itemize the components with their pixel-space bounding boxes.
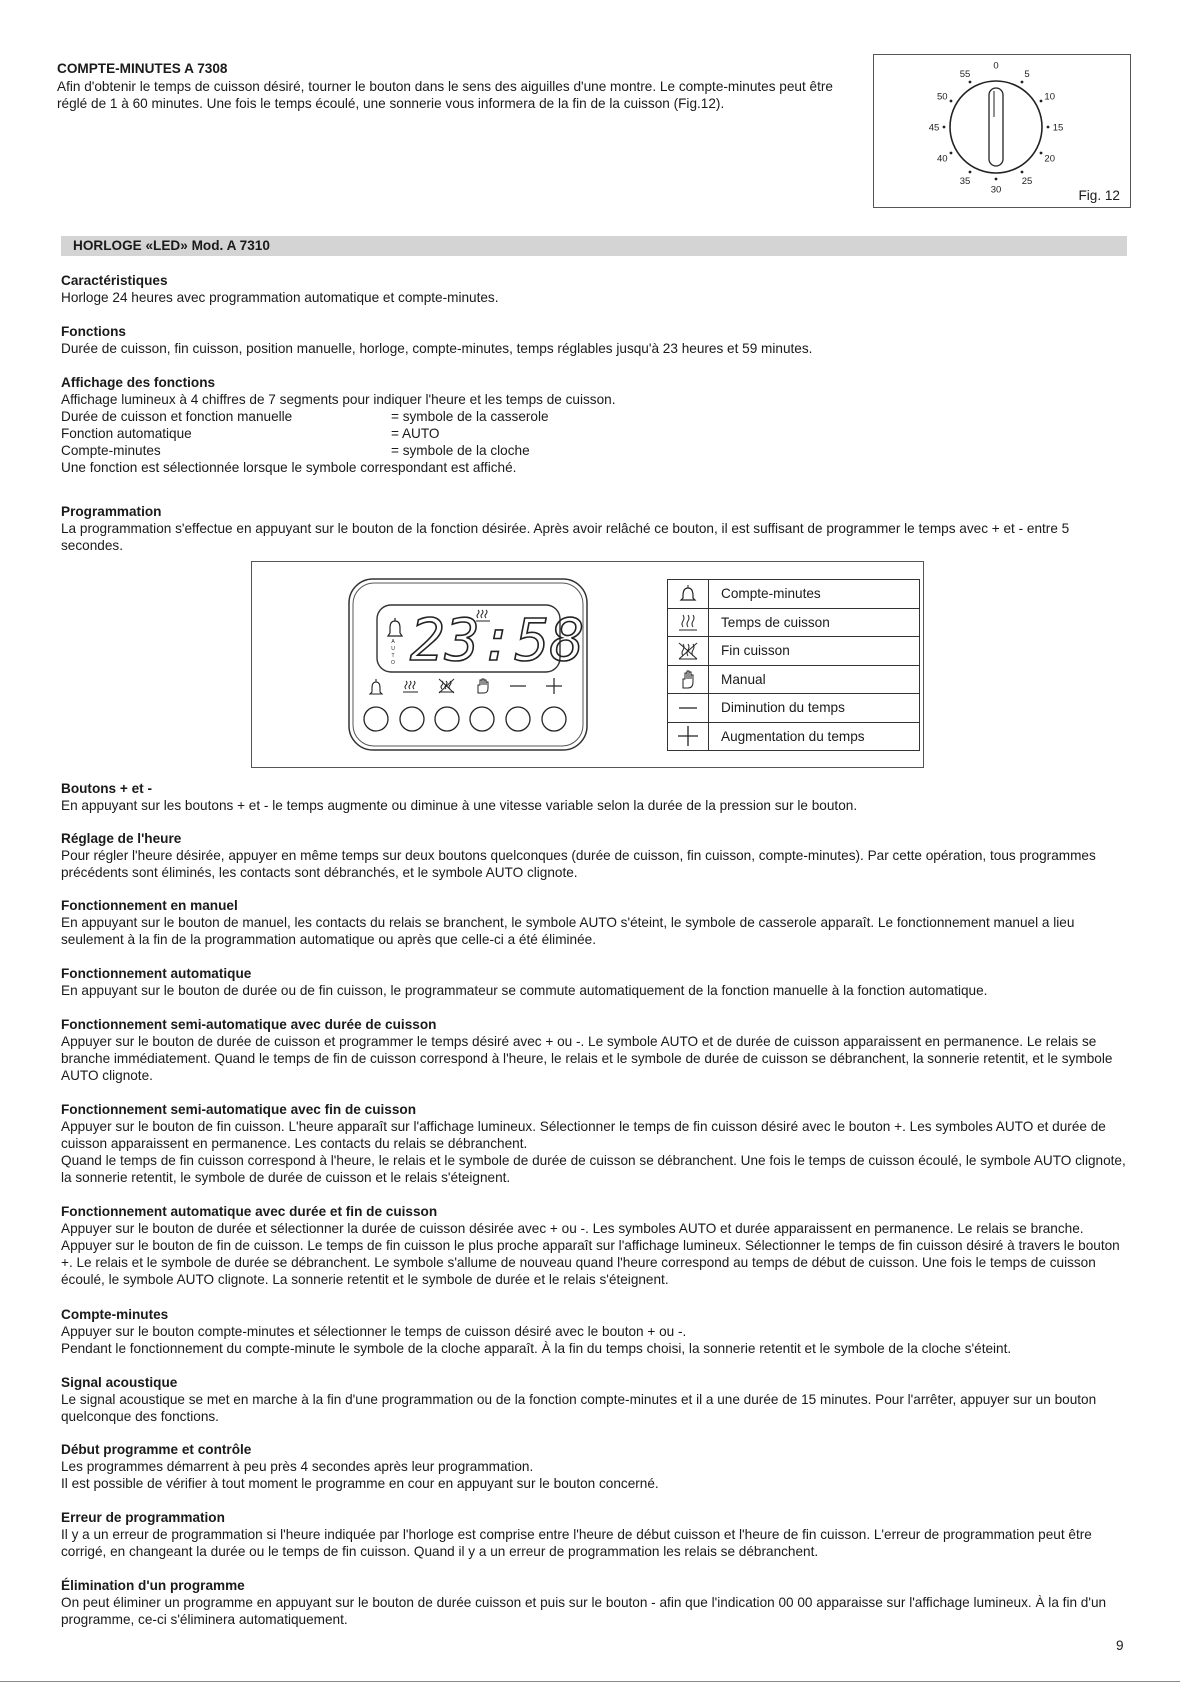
affichage-row — [61, 408, 1127, 425]
end-cooking-icon — [439, 679, 454, 693]
plus-button[interactable] — [542, 707, 566, 731]
legend-row — [668, 580, 919, 609]
programmation-section — [61, 503, 1127, 554]
auto-letter: U — [391, 646, 395, 652]
fonctions-section — [61, 323, 1127, 357]
minus-button[interactable] — [506, 707, 530, 731]
dial-tick — [1021, 171, 1024, 174]
affichage-row-value: = symbole de la casserole — [391, 409, 549, 424]
legend-row — [668, 609, 919, 638]
affichage-section — [61, 374, 1127, 476]
compte-section — [61, 1306, 1127, 1357]
affichage-row-value: = symbole de la cloche — [391, 443, 530, 458]
elimination-section — [61, 1577, 1127, 1628]
auto-duree-fin-text: Appuyer sur le bouton de durée et sélectionner la durée de cuisson désirée avec + ou -. Les symboles AUTO et durée apparaissent en permanence. Le relais se branche. Appuyer sur le bouton de fin de cuisson. Le temps de fin cuisson le plus proche apparaît sur l'affichage lumineux. Sélectionner le temps de fin cuisson désiré à travers le bouton +. Le relais et le symbole de durée se débranchent. Le symbole s'allume de nouveau quand l'heure correspond au temps de début de cuisson. Une fois le temps de cuisson écoulé, le symbole AUTO clignote. La sonnerie retentit et le symbole de durée et le relais s'éteignent. — [61, 1221, 1120, 1287]
auto-letter: O — [391, 660, 395, 666]
dial-number: 25 — [1021, 176, 1033, 188]
clock-section-bar — [61, 236, 1127, 256]
debut-title: Début programme et contrôle — [61, 1442, 252, 1457]
affichage-row — [61, 442, 1127, 459]
auto-letters — [391, 639, 395, 666]
legend-label: Temps de cuisson — [721, 614, 830, 630]
fig12-label: Fig. 12 — [1078, 188, 1120, 203]
fig12-dial-figure — [873, 54, 1131, 208]
boutons-title: Boutons + et - — [61, 781, 153, 796]
auto-duree-fin-title: Fonctionnement automatique avec durée et fin de cuisson — [61, 1204, 438, 1219]
bell-icon — [668, 580, 709, 608]
signal-section — [61, 1374, 1127, 1425]
caracteristiques-text: Horloge 24 heures avec programmation automatique et compte-minutes. — [61, 290, 499, 305]
timer-dial-drawing — [874, 55, 1130, 207]
manuel-title: Fonctionnement en manuel — [61, 898, 238, 913]
reglage-title: Réglage de l'heure — [61, 831, 182, 846]
dial-number: 45 — [928, 122, 940, 134]
dial-tick — [1040, 152, 1043, 155]
erreur-text: Il y a un erreur de programmation si l'heure indiquée par l'horloge est comprise entre l'heure de début cuisson et l'heure de fin cuisson. L'erreur de programmation peut être corrigé, en changeant la durée ou le temps de fin cuisson. Quand il y a un erreur de programmation les relais se débranchent. — [61, 1527, 1092, 1559]
dial-tick — [995, 178, 998, 181]
auto-duree-fin-section — [61, 1203, 1127, 1288]
elimination-title: Élimination d'un programme — [61, 1578, 245, 1593]
timer-text: Afin d'obtenir le temps de cuisson désiré, tourner le bouton dans le sens des aiguilles d'une montre. Le compte-minutes peut être réglé de 1 à 60 minutes. Une fois le temps écoulé, une sonnerie vous informera de la fin de la cuisson (Fig.12). — [57, 78, 833, 111]
affichage-title: Affichage des fonctions — [61, 375, 216, 390]
panel-legend-table — [667, 579, 920, 751]
dial-number: 20 — [1044, 153, 1055, 165]
dial-tick — [969, 81, 972, 84]
compte-text-2: Pendant le fonctionnement du compte-minute le symbole de la cloche apparaît. À la fin du temps choisi, la sonnerie retentit et le symbole de la cloche s'éteint. — [61, 1341, 1012, 1356]
affichage-outro: Une fonction est sélectionnée lorsque le symbole correspondant est affiché. — [61, 460, 517, 475]
legend-label: Diminution du temps — [721, 700, 845, 716]
manuel-section — [61, 897, 1127, 948]
affichage-row-label: Compte-minutes — [61, 443, 161, 458]
bell-icon — [388, 618, 402, 636]
affichage-row-label: Fonction automatique — [61, 426, 192, 441]
signal-text: Le signal acoustique se met en marche à la fin d'une programmation ou de la fonction compte-minutes et il a une durée de 15 minutes. Pour l'arrêter, appuyer sur un bouton quelconque des fonctions. — [61, 1392, 1097, 1424]
plus-icon — [546, 678, 562, 694]
minus-icon — [668, 694, 709, 722]
dial-tick — [1040, 100, 1043, 103]
debut-text: Les programmes démarrent à peu près 4 secondes après leur programmation. — [61, 1459, 534, 1474]
affichage-row-label: Durée de cuisson et fonction manuelle — [61, 409, 293, 424]
semi-fin-text-2: Quand le temps de fin cuisson correspond à l'heure, le relais et le symbole de durée de cuisson se débranchent. Une fois le temps de cuisson écoulé, le symbole AUTO clignote, la sonnerie retentit, le symbole de durée de cuisson et le relais s'éteignent. — [61, 1153, 1126, 1185]
cooking-time-button[interactable] — [400, 707, 424, 731]
programmation-title: Programmation — [61, 504, 162, 519]
semi-fin-title: Fonctionnement semi-automatique avec fin de cuisson — [61, 1102, 417, 1117]
dial-number: 50 — [937, 91, 948, 103]
dial-number: 5 — [1024, 68, 1030, 80]
auto-letter: A — [391, 639, 395, 645]
fonctions-text: Durée de cuisson, fin cuisson, position manuelle, horloge, compte-minutes, temps réglables jusqu'à 23 heures et 59 minutes. — [61, 341, 813, 356]
legend-label: Augmentation du temps — [721, 728, 865, 744]
affichage-row — [61, 425, 1127, 442]
dial-tick — [950, 100, 953, 103]
caracteristiques-title: Caractéristiques — [61, 273, 168, 288]
manual-button[interactable] — [470, 707, 494, 731]
auto-letter: T — [391, 653, 395, 659]
clock-section-title: HORLOGE «LED» Mod. A 7310 — [73, 238, 270, 253]
page-number: 9 — [1116, 1638, 1124, 1653]
dial-number: 15 — [1052, 122, 1064, 134]
elimination-text: On peut éliminer un programme en appuyant sur le bouton de durée cuisson et puis sur le bouton - afin que l'indication 00 00 apparaisse sur l'affichage lumineux. À la fin d'un programme, ce-ci s'éliminera automatiquement. — [61, 1595, 1107, 1627]
compte-title: Compte-minutes — [61, 1307, 169, 1322]
legend-row — [668, 723, 919, 751]
signal-title: Signal acoustique — [61, 1375, 178, 1390]
legend-label: Manual — [721, 671, 766, 687]
automatique-text: En appuyant sur le bouton de durée ou de fin cuisson, le programmateur se commute automatiquement de la fonction manuelle à la fonction automatique. — [61, 983, 988, 998]
boutons-section — [61, 780, 1127, 814]
affichage-row-value: = AUTO — [391, 426, 440, 441]
timer-title: COMPTE-MINUTES A 7308 — [57, 61, 228, 76]
compte-text: Appuyer sur le bouton compte-minutes et sélectionner le temps de cuisson désiré avec le bouton + ou -. — [61, 1324, 687, 1339]
bell-button[interactable] — [364, 707, 388, 731]
dial-tick — [969, 171, 972, 174]
plus-icon — [668, 723, 709, 751]
dial-number: 55 — [959, 68, 971, 80]
bell-icon — [370, 679, 382, 694]
dial-tick — [943, 126, 946, 129]
semi-duree-text: Appuyer sur le bouton de durée de cuisson et programmer le temps désiré avec + ou -. Le symbole AUTO et de durée de cuisson apparaissent en permanence. Le relais se branche immédiatement. Quand le temps de fin de cuisson correspond à l'heure, le relais et le symbole de durée de cuisson se débranchent, la sonnerie retentit, et le symbole AUTO clignote. — [61, 1034, 1113, 1083]
end-cooking-icon — [668, 637, 709, 665]
caracteristiques-section — [61, 272, 1127, 306]
dial-number: 10 — [1044, 91, 1055, 103]
automatique-section — [61, 965, 1127, 999]
legend-row — [668, 694, 919, 723]
dial-number: 0 — [993, 60, 999, 72]
dial-tick — [1021, 81, 1024, 84]
manuel-text: En appuyant sur le bouton de manuel, les contacts du relais se branchent, le symbole AUTO s'éteint, le symbole de casserole apparaît. Le fonctionnement manuel a lieu seulement à la fin de la programmation automatique ou après que celle-ci a été éliminée. — [61, 915, 1075, 947]
legend-label: Compte-minutes — [721, 586, 821, 602]
affichage-intro: Affichage lumineux à 4 chiffres de 7 segments pour indiquer l'heure et les temps de cuisson. — [61, 392, 616, 407]
legend-row — [668, 666, 919, 695]
semi-duree-section — [61, 1016, 1127, 1084]
dial-number: 30 — [990, 184, 1002, 196]
end-cooking-button[interactable] — [435, 707, 459, 731]
semi-duree-title: Fonctionnement semi-automatique avec durée de cuisson — [61, 1017, 437, 1032]
timer-section — [57, 60, 837, 113]
reglage-section — [61, 830, 1127, 881]
dial-number: 40 — [937, 153, 948, 165]
dial-number: 35 — [959, 176, 971, 188]
dial-tick — [950, 152, 953, 155]
footer-divider — [0, 1681, 1180, 1682]
semi-fin-text: Appuyer sur le bouton de fin cuisson. L'heure apparaît sur l'affichage lumineux. Sélectionner le temps de fin cuisson désiré avec le bouton +. Les symboles AUTO et durée de cuisson apparaissent en permanence. Les contacts du relais se débranchent. — [61, 1119, 1106, 1151]
debut-text-2: Il est possible de vérifier à tout moment le programme en cour en appuyant sur le bouton concerné. — [61, 1476, 659, 1491]
legend-row — [668, 637, 919, 666]
debut-section — [61, 1441, 1127, 1492]
programmation-text: La programmation s'effectue en appuyant sur le bouton de la fonction désirée. Après avoir relâché ce bouton, il est suffisant de programmer le temps avec + et - entre 5 secondes. — [61, 521, 1070, 553]
erreur-section — [61, 1509, 1127, 1560]
automatique-title: Fonctionnement automatique — [61, 966, 252, 981]
cooking-pot-icon — [668, 609, 709, 637]
dial-tick — [1047, 126, 1050, 129]
fonctions-title: Fonctions — [61, 324, 126, 339]
hand-icon — [668, 666, 709, 694]
reglage-text: Pour régler l'heure désirée, appuyer en même temps sur deux boutons quelconques (durée de cuisson, fin cuisson, compte-minutes). Par cette opération, tous programmes précédents sont éliminés, les contacts sont débranchés, et le symbole AUTO clignote. — [61, 848, 1096, 880]
boutons-text: En appuyant sur les boutons + et - le temps augmente ou diminue à une vitesse variable selon la durée de la pression sur le bouton. — [61, 798, 858, 813]
led-display-digits: 23:58 — [410, 606, 585, 674]
erreur-title: Erreur de programmation — [61, 1510, 225, 1525]
hand-icon — [478, 679, 488, 693]
legend-label: Fin cuisson — [721, 643, 790, 659]
cooking-pot-icon — [403, 681, 418, 692]
semi-fin-section — [61, 1101, 1127, 1186]
